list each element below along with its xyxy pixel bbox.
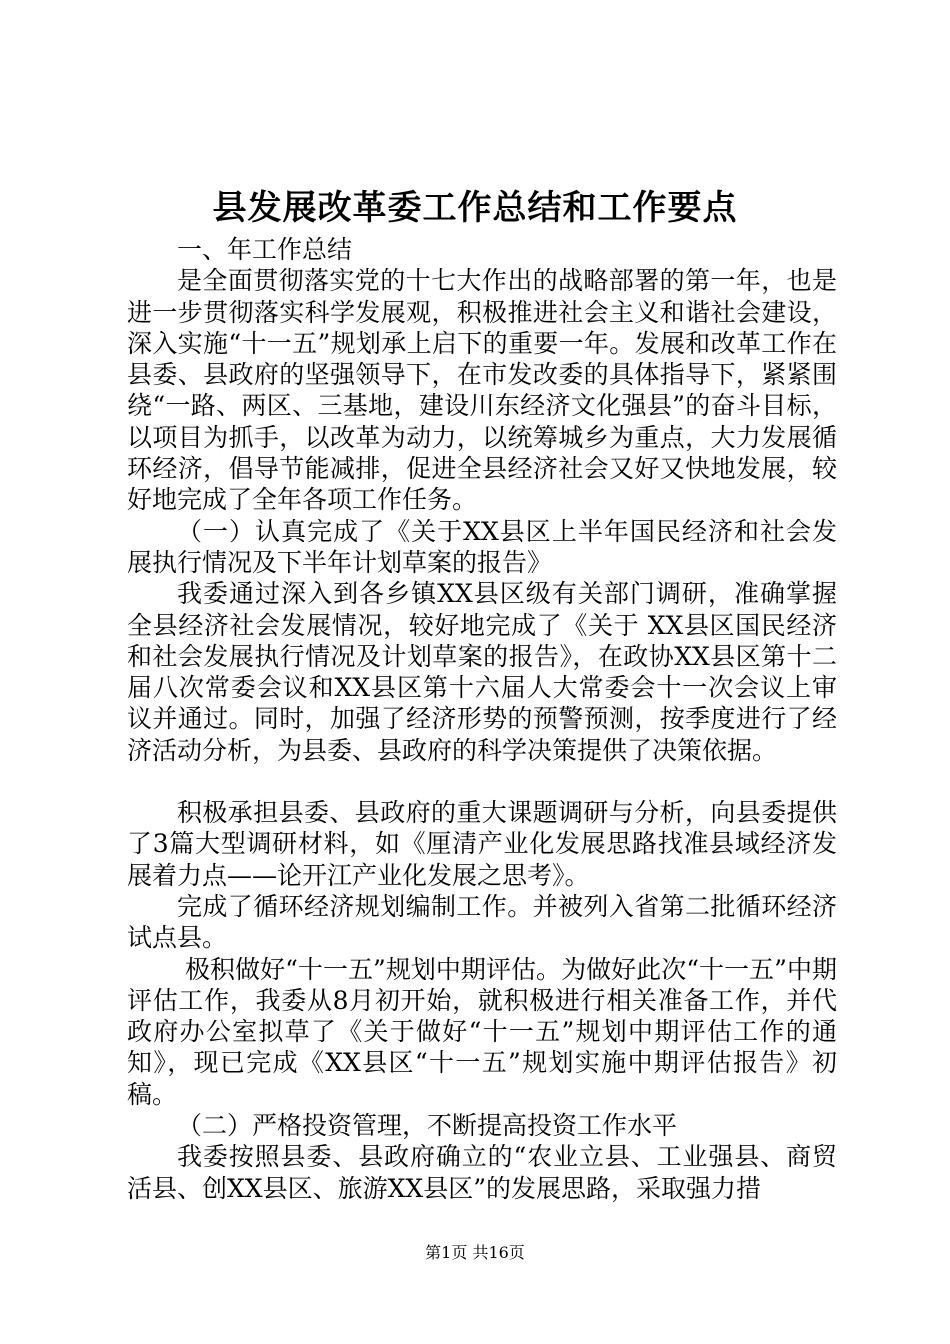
body-paragraph: 我委按照县委、县政府确立的“农业立县、工业强县、商贸活县、创XX县区、旅游XX县区”的发展思路，采取强力措 bbox=[127, 1142, 837, 1203]
body-paragraph: 积极承担县委、县政府的重大课题调研与分析，向县委提供了3篇大型调研材料，如《厘清产业化发展思路找准县域经济发展着力点——论开江产业化发展之思考》。 bbox=[127, 798, 837, 890]
body-paragraph: 是全面贯彻落实党的十七大作出的战略部署的第一年，也是进一步贯彻落实科学发展观，积极推进社会主义和谐社会建设，深入实施“十一五”规划承上启下的重要一年。发展和改革工作在县委、县政府的坚强领导下，在市发改委的具体指导下，紧紧围绕“一路、两区、三基地，建设川东经济文化强县”的奋斗目标，以项目为抓手，以改革为动力，以统筹城乡为重点，大力发展循环经济，倡导节能减排，促进全县经济社会又好又快地发展，较好地完成了全年各项工作任务。 bbox=[127, 266, 837, 515]
subsection-heading: （二）严格投资管理，不断提高投资工作水平 bbox=[177, 1111, 678, 1141]
body-paragraph: 我委通过深入到各乡镇XX县区级有关部门调研，准确掌握全县经济社会发展情况，较好地完成了《关于 XX县区国民经济和社会发展执行情况及计划草案的报告》，在政协XX县区第十二届八次常委会议和XX县区第十六届人大常委会十一次会议上审议并通过。同时，加强了经济形势的预警预测，按季度进行了经济活动分析，为县委、县政府的科学决策提供了决策依据。 bbox=[127, 579, 837, 765]
paragraph-gap bbox=[127, 766, 837, 797]
page-footer: 第1页 共16页 bbox=[425, 1243, 525, 1262]
subsection-heading: （一）认真完成了《关于XX县区上半年国民经济和社会发展执行情况及下半年计划草案的报告》 bbox=[127, 516, 837, 577]
section-heading: 一、年工作总结 bbox=[177, 235, 353, 264]
body-paragraph: 极积做好“十一五”规划中期评估。为做好此次“十一五”中期评估工作，我委从8月初开始，就积极进行相关准备工作，并代政府办公室拟草了《关于做好“十一五”规划中期评估工作的通知》，现已完成《XX县区“十一五”规划实施中期评估报告》初稿。 bbox=[127, 954, 837, 1109]
document-title: 县发展改革委工作总结和工作要点 bbox=[212, 188, 738, 228]
document-body bbox=[127, 234, 837, 1204]
body-paragraph: 完成了循环经济规划编制工作。并被列入省第二批循环经济试点县。 bbox=[127, 891, 837, 953]
